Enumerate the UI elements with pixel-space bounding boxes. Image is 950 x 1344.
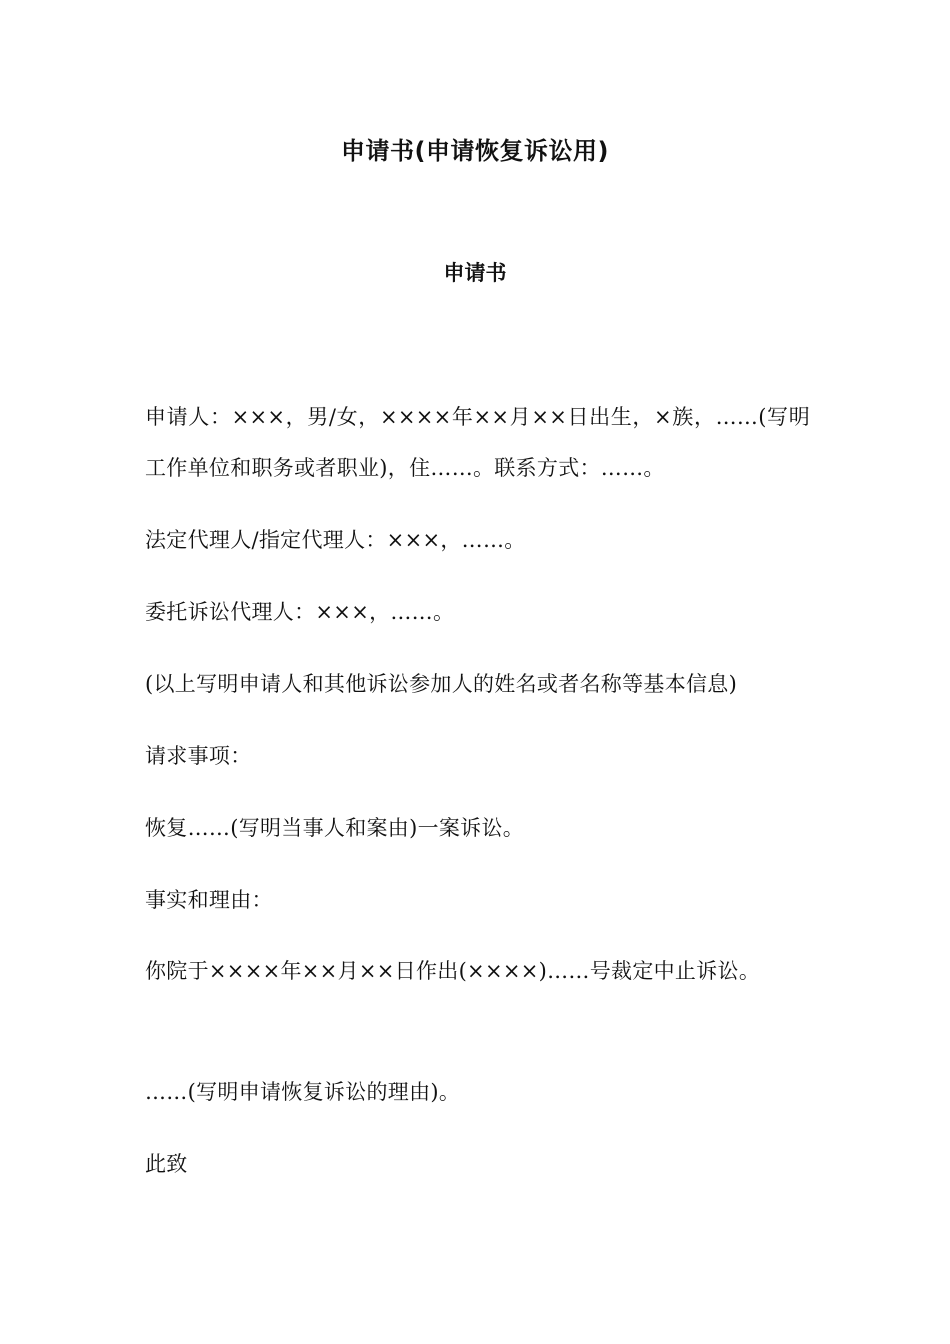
document-title: 申请书(申请恢复诉讼用) [341,137,609,165]
facts-reasons-heading: 事实和理由： [145,888,273,912]
resumption-reason-paragraph: ……(写明申请恢复诉讼的理由)。 [145,1080,461,1104]
request-items-heading: 请求事项： [145,744,252,768]
participant-info-note: (以上写明申请人和其他诉讼参加人的姓名或者名称等基本信息) [145,672,738,696]
applicant-info-paragraph: 申请人：×××，男/女，××××年××月××日出生，×族，……(写明工作单位和职务或者职业)，住……。联系方式：……。 [145,405,810,480]
request-items-content: 恢复……(写明当事人和案由)一案诉讼。 [145,816,525,840]
entrusted-agent-paragraph: 委托诉讼代理人：×××，……。 [145,600,455,624]
suspension-ruling-paragraph: 你院于××××年××月××日作出(××××)……号裁定中止诉讼。 [145,959,761,983]
document-subtitle: 申请书 [443,260,507,285]
closing-salutation: 此致 [145,1152,188,1176]
legal-representative-paragraph: 法定代理人/指定代理人：×××，……。 [145,528,526,552]
